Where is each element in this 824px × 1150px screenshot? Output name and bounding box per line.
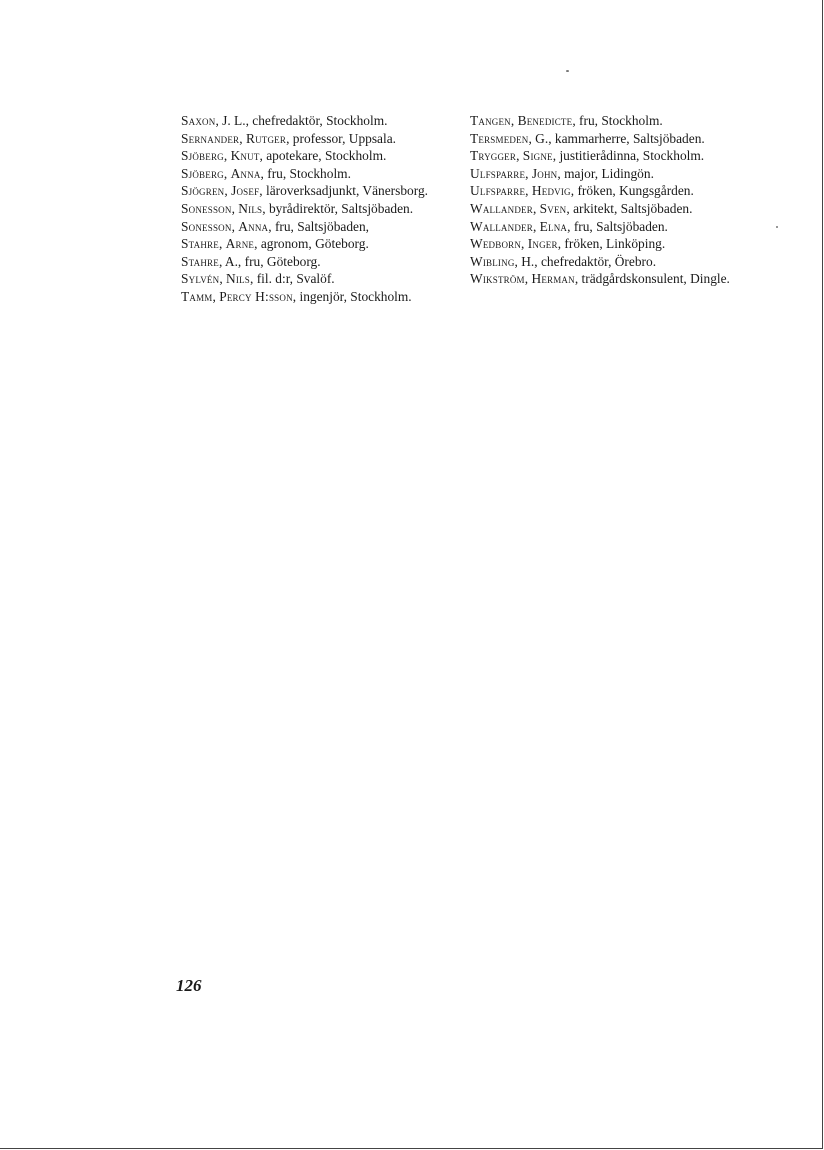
entry-surname: Stahre: [181, 236, 219, 252]
member-entry: Stahre, Arne, agronom, Göteborg.: [181, 236, 369, 252]
member-entry: Sjöberg, Anna, fru, Stockholm.: [181, 165, 351, 181]
member-entry: [470, 253, 738, 271]
entry-details: , G., kammarherre, Saltsjöbaden.: [528, 130, 705, 146]
entry-surname: Wallander: [470, 200, 533, 216]
entry-details: , fru, Stockholm.: [260, 165, 351, 181]
entry-details: , justitierådinna, Stockholm.: [552, 148, 705, 164]
entry-details: , fru, Saltsjöbaden.: [567, 218, 668, 234]
entry-surname: Wallander: [470, 218, 533, 234]
entry-surname: Sjöberg: [181, 148, 224, 164]
entry-surname: Trygger: [470, 148, 517, 164]
member-entry: [470, 130, 738, 148]
entry-surname: Wikström: [470, 271, 525, 287]
scan-speck: [566, 70, 569, 72]
entry-surname: Saxon: [181, 113, 216, 128]
member-entry: Sylvén, Nils, fil. d:r, Svalöf.: [181, 271, 335, 287]
member-entry: Trygger, Signe, justitierådinna, Stockholm.: [470, 148, 705, 164]
entry-surname: Tangen: [470, 113, 511, 128]
scan-speck: [776, 226, 778, 228]
entry-details: , ingenjör, Stockholm.: [292, 288, 412, 304]
entry-details: , J. L., chefredaktör, Stockholm.: [215, 113, 388, 128]
entry-surname: Sjöberg: [181, 165, 224, 181]
entry-surname: Stahre: [181, 253, 219, 269]
entry-surname: Ulfsparre: [470, 183, 526, 199]
member-entry: Wallander, Sven, arkitekt, Saltsjöbaden.: [470, 200, 693, 216]
entry-given-name: Josef: [231, 183, 260, 199]
entry-details: , byrådirektör, Saltsjöbaden.: [262, 200, 414, 216]
entry-surname: Sylvén: [181, 271, 220, 287]
member-entry: Ulfsparre, John, major, Lidingön.: [470, 165, 654, 181]
entry-surname: Sonesson: [181, 218, 232, 234]
member-entry: Sonesson, Anna, fru, Saltsjöbaden,: [181, 218, 370, 234]
page-number: 126: [176, 976, 202, 995]
entry-given-name: John: [531, 165, 558, 181]
entry-details: , agronom, Göteborg.: [254, 236, 369, 252]
entry-surname: Sernander: [181, 130, 240, 146]
entry-given-name: Rutger: [245, 130, 287, 146]
entry-details: , H., chefredaktör, Örebro.: [514, 253, 657, 269]
entry-details: , fröken, Kungsgården.: [570, 183, 694, 199]
right-column: [470, 112, 738, 288]
entry-given-name: Anna: [238, 218, 269, 234]
entry-given-name: Percy H:sson: [219, 288, 293, 304]
entry-details: , A., fru, Göteborg.: [218, 253, 321, 269]
entry-details: , arkitekt, Saltsjöbaden.: [566, 200, 693, 216]
entry-given-name: Benedicte: [517, 113, 573, 128]
entry-given-name: Herman: [531, 271, 575, 287]
entry-surname: Sonesson: [181, 200, 232, 216]
entry-given-name: Hedvig: [531, 183, 571, 199]
entry-details: , fröken, Linköping.: [557, 236, 666, 252]
entry-given-name: Elna: [539, 218, 568, 234]
entry-details: , fru, Stockholm.: [572, 113, 663, 128]
entry-details: , professor, Uppsala.: [286, 130, 397, 146]
member-entry: Sjöberg, Knut, apotekare, Stockholm.: [181, 148, 387, 164]
entry-details: , apotekare, Stockholm.: [259, 148, 387, 164]
entry-given-name: Sven: [539, 200, 567, 216]
entry-surname: Wibling: [470, 253, 515, 269]
member-entry: Wallander, Elna, fru, Saltsjöbaden.: [470, 218, 668, 234]
entry-details: , fru, Saltsjöbaden,: [268, 218, 370, 234]
member-entry: [181, 253, 444, 271]
member-entry: Sonesson, Nils, byrådirektör, Saltsjöbaden.: [181, 200, 414, 216]
entry-details: , läroverksadjunkt, Vänersborg.: [259, 183, 429, 199]
member-entry: Sernander, Rutger, professor, Uppsala.: [181, 130, 397, 146]
entry-given-name: Nils: [226, 271, 251, 287]
entry-given-name: Arne: [225, 236, 255, 252]
entry-surname: Tamm: [181, 288, 213, 304]
entry-given-name: Knut: [230, 148, 260, 164]
entry-details: , fil. d:r, Svalöf.: [250, 271, 335, 287]
entry-given-name: Inger: [527, 236, 558, 252]
entry-given-name: Nils: [238, 200, 263, 216]
entry-surname: Wedborn: [470, 236, 522, 252]
entry-details: , major, Lidingön.: [557, 165, 654, 181]
left-column: [181, 112, 444, 306]
entry-surname: Ulfsparre: [470, 165, 526, 181]
entry-surname: Tersmeden: [470, 130, 529, 146]
member-entry: Wedborn, Inger, fröken, Linköping.: [470, 236, 666, 252]
member-entry: Sjögren, Josef, läroverksadjunkt, Vänersborg.: [181, 183, 429, 199]
entry-details: , trädgårdskonsulent, Dingle.: [574, 271, 730, 287]
member-entry: Wikström, Herman, trädgårdskonsulent, Dingle.: [470, 271, 730, 287]
member-entry: [181, 112, 444, 130]
member-entry: Ulfsparre, Hedvig, fröken, Kungsgården.: [470, 183, 694, 199]
entry-given-name: Signe: [522, 148, 553, 164]
member-entry: Tamm, Percy H:sson, ingenjör, Stockholm.: [181, 288, 412, 304]
entry-surname: Sjögren: [181, 183, 225, 199]
entry-given-name: Anna: [230, 165, 261, 181]
member-entry: Tangen, Benedicte, fru, Stockholm.: [470, 113, 663, 128]
